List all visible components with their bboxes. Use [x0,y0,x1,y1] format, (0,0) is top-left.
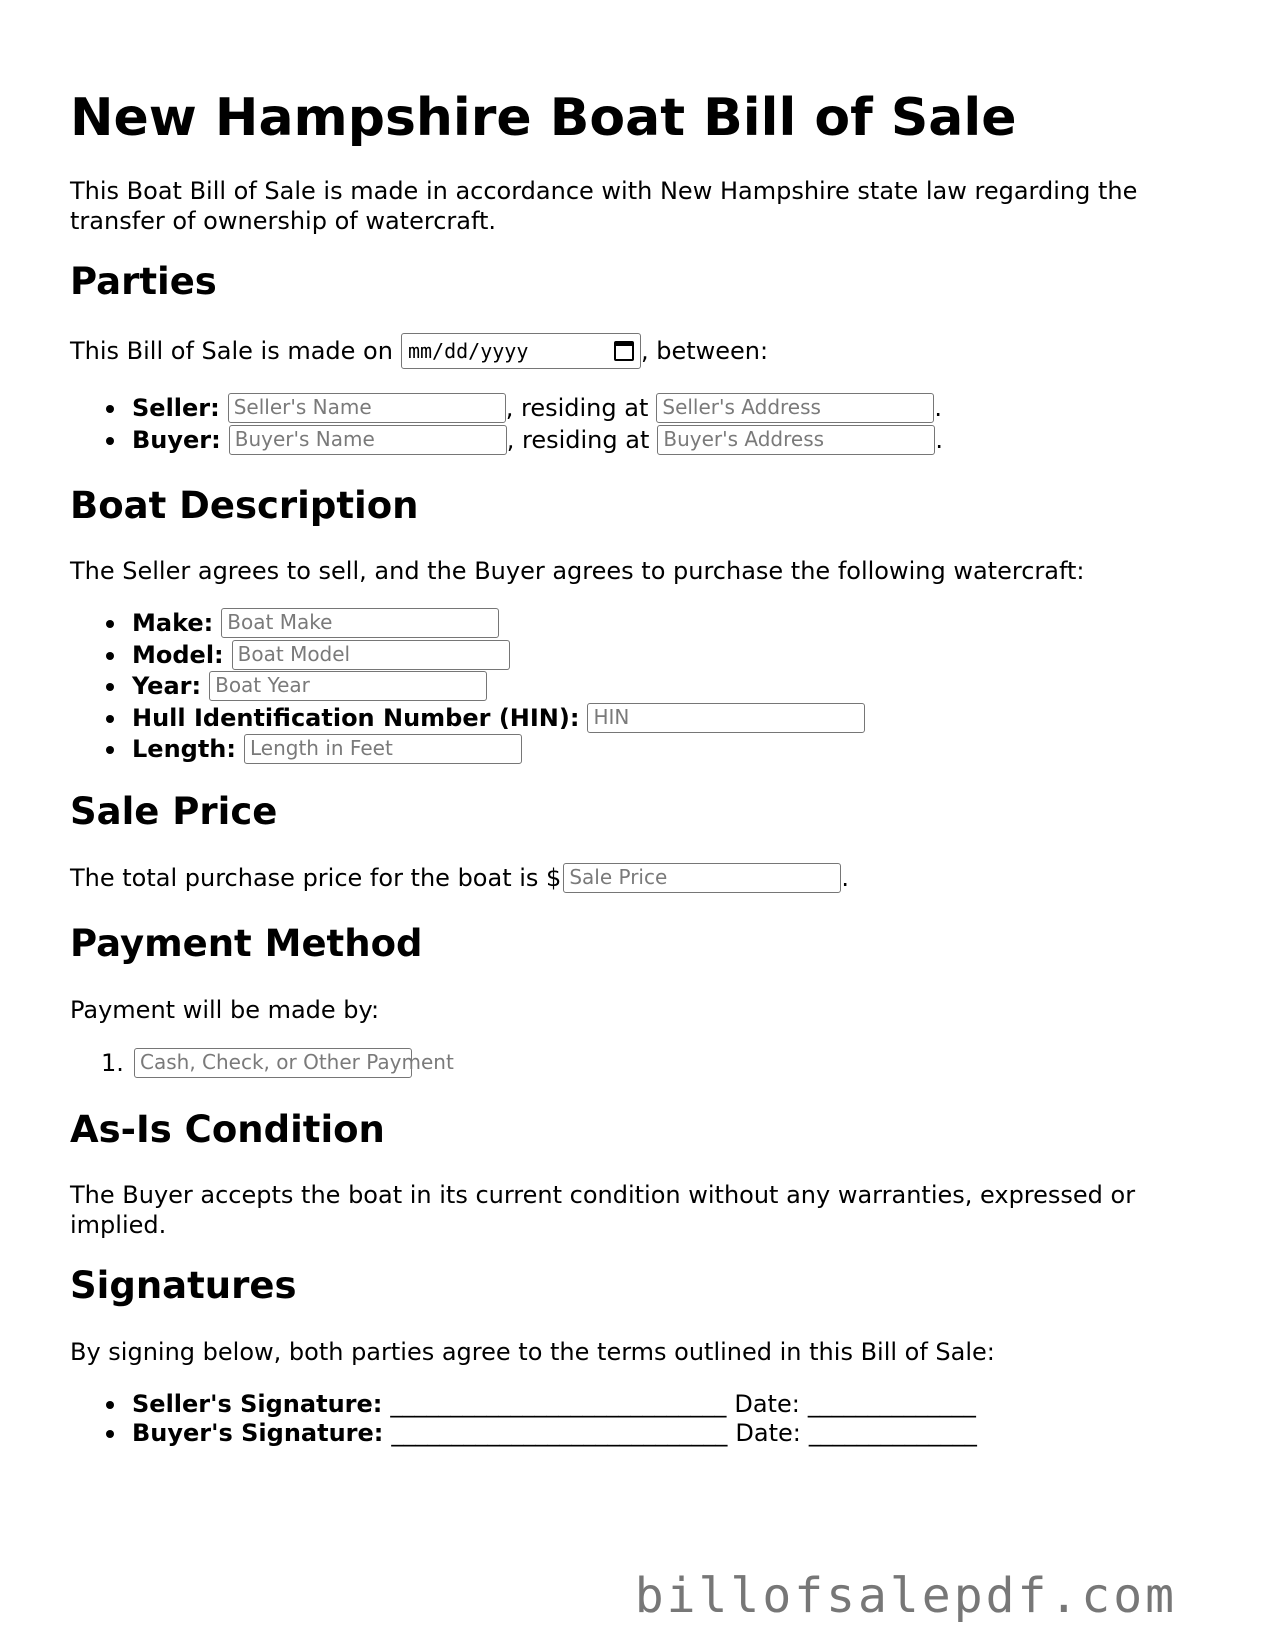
payment-method-input[interactable]: Cash, Check, or Other Payment [134,1048,412,1078]
period: . [934,394,943,422]
signatures-heading: Signatures [70,1264,297,1307]
bullet [70,424,132,456]
make-item [70,607,499,639]
seller-signature-line[interactable]: ____________________________ [390,1390,727,1418]
bullet [70,1417,132,1449]
residing-text: , residing at [505,394,649,422]
price-sentence-text: The total purchase price for the boat is $ [70,864,562,892]
period: . [841,864,849,892]
buyer-signature-item [70,1417,977,1449]
bullet [70,607,132,639]
buyer-item [70,424,943,456]
page-title: New Hampshire Boat Bill of Sale [70,88,1017,148]
as-is-heading: As-Is Condition [70,1108,385,1151]
sale-date-input[interactable] [401,333,641,369]
seller-signature-label: Seller's Signature: [132,1390,383,1418]
boat-description-heading: Boat Description [70,484,419,527]
as-is-text: The Buyer accepts the boat in its current condition without any warranties, expressed or implied. [70,1181,1136,1239]
boat-year-input[interactable]: Boat Year [209,671,487,701]
period: . [935,426,944,454]
hin-input[interactable]: HIN [587,703,865,733]
sale-price-heading: Sale Price [70,790,278,833]
buyer-date-line[interactable]: ______________ [808,1419,977,1447]
seller-item [70,392,942,424]
seller-label: Seller: [132,394,220,422]
buyer-name-input[interactable]: Buyer's Name [229,425,507,455]
intro-paragraph: This Boat Bill of Sale is made in accordance with New Hampshire state law regarding the transfer of ownership of watercraft. [70,177,1138,235]
date-sentence-start: This Bill of Sale is made on [70,337,393,365]
buyer-address-input[interactable]: Buyer's Address [657,425,935,455]
watermark: billofsalepdf.com [634,1568,1177,1624]
bullet [70,1388,132,1420]
signatures-intro: By signing below, both parties agree to the terms outlined in this Bill of Sale: [70,1338,995,1366]
hin-item [70,702,865,734]
bullet [70,733,132,765]
bullet [70,639,132,671]
payment-intro: Payment will be made by: [70,996,380,1024]
model-label: Model: [132,641,224,669]
length-input[interactable]: Length in Feet [244,734,522,764]
boat-intro: The Seller agrees to sell, and the Buyer agrees to purchase the following watercraft: [70,557,1085,585]
date-label: Date: [735,1419,801,1447]
seller-address-input[interactable]: Seller's Address [656,393,934,423]
bullet [70,392,132,424]
boat-make-input[interactable]: Boat Make [221,608,499,638]
date-placeholder: mm/dd/yyyy [407,339,529,363]
boat-model-input[interactable]: Boat Model [232,640,510,670]
bullet [70,670,132,702]
payment-method-heading: Payment Method [70,922,423,965]
date-label: Date: [734,1390,800,1418]
price-sentence [70,862,849,894]
year-item [70,670,487,702]
length-label: Length: [132,735,236,763]
buyer-signature-line[interactable]: ____________________________ [391,1419,728,1447]
year-label: Year: [132,672,202,700]
sale-price-input[interactable]: Sale Price [563,863,841,893]
bullet [70,702,132,734]
parties-heading: Parties [70,260,217,303]
payment-item [70,1047,454,1079]
make-label: Make: [132,609,214,637]
hin-label: Hull Identification Number (HIN): [132,704,580,732]
buyer-signature-label: Buyer's Signature: [132,1419,384,1447]
seller-date-line[interactable]: ______________ [807,1390,976,1418]
list-number: 1. [101,1049,124,1077]
seller-name-input[interactable]: Seller's Name [228,393,506,423]
length-item [70,733,522,765]
residing-text: , residing at [506,426,650,454]
seller-signature-item [70,1388,976,1420]
buyer-label: Buyer: [132,426,221,454]
date-sentence-end: , between: [640,337,769,365]
calendar-icon[interactable] [614,341,634,361]
date-sentence [70,333,768,369]
model-item [70,639,510,671]
